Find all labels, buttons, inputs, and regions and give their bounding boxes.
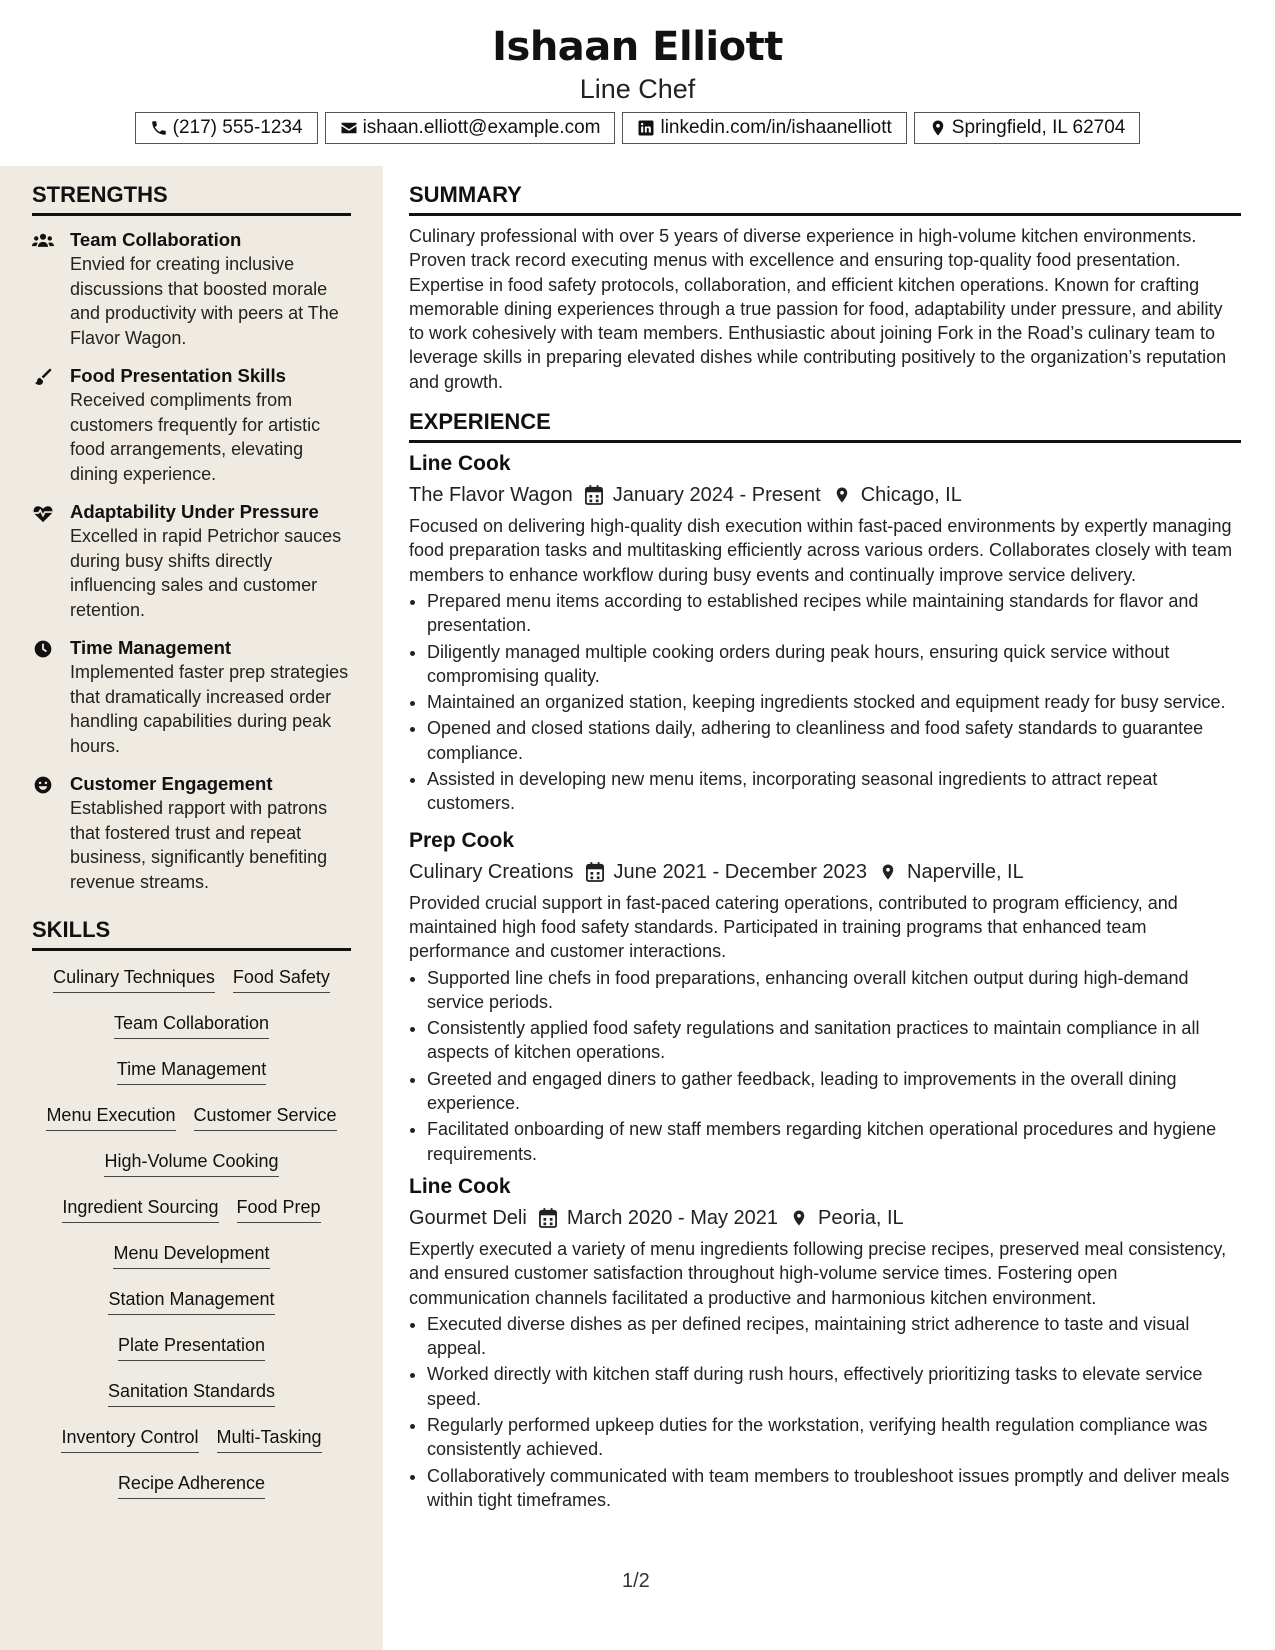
- map-marker-icon: [790, 1208, 808, 1228]
- skill-tag: Ingredient Sourcing: [62, 1195, 218, 1223]
- heartbeat-icon: [32, 503, 54, 523]
- job-dates: January 2024 - Present: [612, 484, 821, 507]
- page-number: 1/2: [622, 1570, 650, 1592]
- location-text: Springfield, IL 62704: [951, 117, 1126, 138]
- map-marker-icon: [879, 862, 897, 882]
- job-meta: [409, 1204, 1241, 1232]
- bullet-item: • Executed diverse dishes as per defined recipes, maintaining strict adherence to taste and visual appeal.: [427, 1312, 1241, 1361]
- skill-tag: Team Collaboration: [114, 1011, 269, 1039]
- bullet-item: • Assisted in developing new menu items, incorporating seasonal ingredients to attract repeat customers.: [427, 767, 1241, 816]
- job-location: Chicago, IL: [860, 484, 962, 507]
- job-role: Prep Cook: [409, 828, 515, 852]
- skills-list: [32, 965, 351, 1517]
- paintbrush-icon: [32, 367, 54, 387]
- strength-item: [32, 228, 351, 350]
- strength-desc: Envied for creating inclusive discussions that boosted morale and productivity with peers at The Flavor Wagon.: [70, 254, 339, 348]
- strength-desc: Excelled in rapid Petrichor sauces during busy shifts directly influencing sales and customer retention.: [70, 526, 342, 620]
- job-role: Line Cook: [409, 1174, 511, 1198]
- skill-tag: Recipe Adherence: [118, 1471, 265, 1499]
- linkedin-text: linkedin.com/in/ishaanelliott: [660, 117, 892, 138]
- job-company: Culinary Creations: [409, 860, 574, 883]
- job-meta: [409, 481, 1241, 509]
- map-marker-icon: [929, 119, 947, 137]
- skill-tag: Menu Execution: [46, 1103, 175, 1131]
- strength-item: [32, 636, 351, 758]
- skill-tag: Culinary Techniques: [53, 965, 215, 993]
- contact-email[interactable]: [325, 112, 616, 144]
- skill-tag: Sanitation Standards: [108, 1379, 275, 1407]
- skill-tag: Inventory Control: [61, 1425, 198, 1453]
- job-dates: March 2020 - May 2021: [566, 1206, 779, 1229]
- map-marker-icon: [833, 485, 851, 505]
- strength-item: [32, 772, 351, 894]
- skill-tag: Customer Service: [194, 1103, 337, 1131]
- skill-tag: Food Safety: [233, 965, 330, 993]
- summary-text: Culinary professional with over 5 years of diverse experience in high-volume kitchen environments. Proven track record executing menus with excellence and ensuring top-quality food presentation. Expertise in food safety protocols, collaboration, and efficient kitchen operations. Known for crafting memorable dining experiences through a true passion for food, adaptability under pressure, and ability to work cohesively with team members. Enthusiastic about joining Fork in the Road’s culinary team to leverage skills in preparing elevated dishes while contributing positively to the organization’s reputation and growth.: [409, 226, 1227, 392]
- sidebar: [0, 166, 383, 1650]
- phone-text: (217) 555-1234: [172, 117, 303, 138]
- job-entry: [409, 449, 1241, 816]
- bullet-item: • Maintained an organized station, keeping ingredients stocked and equipment ready for busy service.: [427, 690, 1241, 714]
- strength-desc: Received compliments from customers frequently for artistic food arrangements, elevating dining experience.: [70, 390, 321, 484]
- strength-desc: Implemented faster prep strategies that dramatically increased order handling capabilities during peak hours.: [70, 662, 349, 756]
- bullet-item: • Consistently applied food safety regulations and sanitation practices to maintain compliance in all aspects of kitchen operations.: [427, 1016, 1241, 1065]
- job-location: Naperville, IL: [907, 860, 1024, 883]
- summary-heading: SUMMARY: [409, 181, 1241, 216]
- skill-tag: Plate Presentation: [118, 1333, 265, 1361]
- contact-linkedin[interactable]: [622, 112, 906, 144]
- strength-title: Customer Engagement: [70, 773, 273, 794]
- strength-item: [32, 364, 351, 486]
- calendar-icon: [586, 862, 604, 882]
- job-description: Focused on delivering high-quality dish execution within fast-paced environments by expertly managing food preparation tasks and multitasking efficiently across various orders. Collaborates closely with team members to enhance workflow during busy events and continually improve service delivery.: [409, 516, 1233, 585]
- strength-title: Team Collaboration: [70, 229, 242, 250]
- main-content: [409, 166, 1241, 1514]
- job-company: The Flavor Wagon: [409, 484, 573, 507]
- bullet-item: • Diligently managed multiple cooking orders during peak hours, ensuring quick service without compromising quality.: [427, 640, 1241, 689]
- job-dates: June 2021 - December 2023: [613, 860, 868, 883]
- job-entry: [409, 826, 1241, 1166]
- bullet-item: • Supported line chefs in food preparations, enhancing overall kitchen output during high-demand service periods.: [427, 966, 1241, 1015]
- job-bullets: [409, 966, 1241, 1166]
- strength-desc: Established rapport with patrons that fostered trust and repeat business, significantly benefiting revenue streams.: [70, 798, 328, 892]
- skill-tag: Menu Development: [113, 1241, 269, 1269]
- job-description: Provided crucial support in fast-paced catering operations, contributed to program efficiency, and maintained high food safety standards. Participated in training programs that enhanced team performance and customer interactions.: [409, 892, 1178, 962]
- phone-icon: [150, 119, 168, 137]
- job-entry: [409, 1172, 1241, 1512]
- job-bullets: [409, 1312, 1241, 1512]
- experience-heading: EXPERIENCE: [409, 408, 1241, 443]
- skill-tag: Station Management: [108, 1287, 274, 1315]
- bullet-item: • Prepared menu items according to established recipes while maintaining standards for flavor and presentation.: [427, 589, 1241, 638]
- strengths-heading: STRENGTHS: [32, 181, 351, 216]
- smile-icon: [32, 775, 54, 795]
- skills-heading: SKILLS: [32, 916, 351, 951]
- job-location: Peoria, IL: [818, 1206, 904, 1229]
- contact-bar: [0, 112, 1275, 144]
- skill-tag: Time Management: [117, 1057, 266, 1085]
- job-description: Expertly executed a variety of menu ingredients following precise recipes, preserved meal consistency, and ensured customer satisfaction throughout high-volume service times. Fostering open communication channels facilitated a productive and harmonious kitchen environment.: [409, 1238, 1227, 1308]
- bullet-item: • Worked directly with kitchen staff during rush hours, effectively prioritizing tasks to elevate service speed.: [427, 1362, 1241, 1411]
- skill-tag: High-Volume Cooking: [104, 1149, 278, 1177]
- contact-phone[interactable]: [135, 112, 318, 144]
- job-role: Line Cook: [409, 452, 511, 476]
- calendar-icon: [585, 485, 603, 505]
- linkedin-icon: [637, 119, 655, 137]
- job-company: Gourmet Deli: [409, 1206, 527, 1229]
- skill-tag: Multi-Tasking: [217, 1425, 322, 1453]
- resume-header: [0, 0, 1275, 144]
- bullet-item: • Facilitated onboarding of new staff members regarding kitchen operational procedures and hygiene requirements.: [427, 1117, 1241, 1166]
- candidate-name: Ishaan Elliott: [492, 24, 783, 70]
- calendar-icon: [539, 1208, 557, 1228]
- job-bullets: [409, 589, 1241, 816]
- strength-title: Food Presentation Skills: [70, 365, 286, 386]
- bullet-item: • Collaboratively communicated with team members to troubleshoot issues promptly and deliver meals within tight timeframes.: [427, 1464, 1241, 1513]
- contact-location[interactable]: [914, 112, 1141, 144]
- skill-tag: Food Prep: [237, 1195, 321, 1223]
- strength-title: Time Management: [70, 637, 232, 658]
- strength-title: Adaptability Under Pressure: [70, 501, 319, 522]
- job-title: Line Chef: [579, 74, 696, 104]
- bullet-item: • Greeted and engaged diners to gather feedback, leading to improvements in the overall dining experience.: [427, 1067, 1241, 1116]
- users-icon: [32, 231, 54, 251]
- bullet-item: • Opened and closed stations daily, adhering to cleanliness and food safety standards to guarantee compliance.: [427, 716, 1241, 765]
- clock-icon: [32, 639, 54, 659]
- bullet-item: • Regularly performed upkeep duties for the workstation, verifying health regulation compliance was consistently achieved.: [427, 1413, 1241, 1462]
- strength-item: [32, 500, 351, 622]
- envelope-icon: [340, 119, 358, 137]
- email-text: ishaan.elliott@example.com: [362, 117, 601, 138]
- job-meta: [409, 858, 1241, 886]
